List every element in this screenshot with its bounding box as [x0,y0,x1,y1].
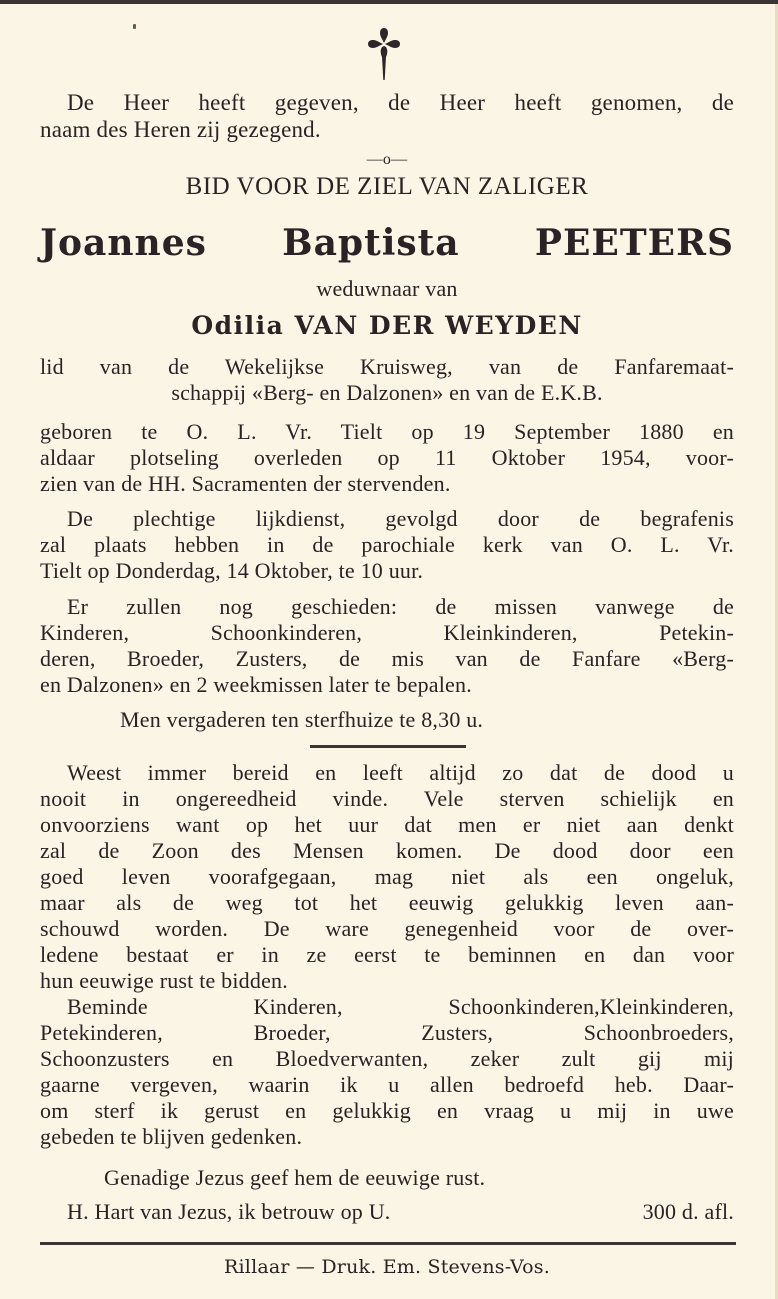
exhortation-line: maar als de weg tot het eeuwig gelukkig leven aan- [40,890,734,915]
invocation-line: H. Hart van Jezus, ik betrouw op U. [67,1199,391,1224]
exhortation-line: onvoorziens want op het uur dat men er niet aan denkt [40,812,734,837]
pray-heading: BID VOOR DE ZIEL VAN ZALIGER [185,173,589,200]
spouse-name: Odilia VAN DER WEYDEN [191,311,583,340]
divider [310,745,466,748]
floral-cross-icon [366,26,402,82]
exhortation-line: schouwd worden. De ware genegenheid voor de over- [40,916,734,941]
funeral-line: Tielt op Donderdag, 14 Oktober, te 10 uur. [40,558,424,583]
farewell-line: gebeden te blijven gedenken. [40,1124,303,1149]
masses-line: Kinderen, Schoonkinderen, Kleinkinderen, Petekin- [40,620,734,645]
exhortation-line: ledene bestaat er in ze eerst te beminnen en dan voor [40,942,734,967]
farewell-line: Petekinderen, Broeder, Zusters, Schoonbroeders, [40,1020,734,1045]
funeral-line: zal plaats hebben in de parochiale kerk van O. L. Vr. [40,532,734,557]
printer-imprint: Rillaar — Druk. Em. Stevens-Vos. [224,1256,550,1278]
exhortation-line: goed leven voorafgegaan, mag niet als een ongeluk, [40,864,734,889]
membership-line: schappij «Berg- en Dalzonen» en van de E.K.B. [171,380,603,405]
verse-line: naam des Heren zij gezegend. [40,117,321,142]
ink-speck [133,24,136,29]
exhortation-line: Weest immer bereid en leeft altijd zo dat de dood u [67,760,734,785]
masses-line: Er zullen nog geschieden: de missen vanwege de [67,594,734,619]
membership-line: lid van de Wekelijkse Kruisweg, van de Fanfaremaat- [40,354,734,379]
separator: —o— [366,151,408,168]
meeting-line: Men vergaderen ten sterfhuize te 8,30 u. [120,707,484,732]
farewell-line: gaarne vergeven, waarin ik u allen bedroefd heb. Daar- [40,1072,734,1097]
exhortation-line: hun eeuwige rust te bidden. [40,968,288,993]
verse-line: De Heer heeft gegeven, de Heer heeft genomen, de [67,90,734,115]
funeral-line: De plechtige lijkdienst, gevolgd door de begrafenis [67,506,734,531]
widower-label: weduwnaar van [316,276,458,301]
indulgence-label: 300 d. afl. [642,1199,734,1224]
farewell-line: Beminde Kinderen, Schoonkinderen,Kleinkinderen, [67,994,734,1019]
deceased-name: Joannes Baptista PEETERS [40,222,734,264]
masses-line: deren, Broeder, Zusters, de mis van de Fanfare «Berg- [40,646,734,671]
prayer-line: Genadige Jezus geef hem de eeuwige rust. [104,1165,486,1190]
exhortation-line: nooit in ongereedheid vinde. Vele sterven schielijk en [40,786,734,811]
farewell-line: om sterf ik gerust en gelukkig en vraag u mij in uwe [40,1098,734,1123]
birth-death-line: zien van de HH. Sacramenten der stervenden. [40,471,451,496]
birth-death-line: aldaar plotseling overleden op 11 Oktober 1954, voor- [40,445,734,470]
birth-death-line: geboren te O. L. Vr. Tielt op 19 September 1880 en [40,419,734,444]
masses-line: en Dalzonen» en 2 weekmissen later te bepalen. [40,672,472,697]
farewell-line: Schoonzusters en Bloedverwanten, zeker zult gij mij [40,1046,734,1071]
divider [40,1242,736,1245]
exhortation-line: zal de Zoon des Mensen komen. De dood door een [40,838,734,863]
